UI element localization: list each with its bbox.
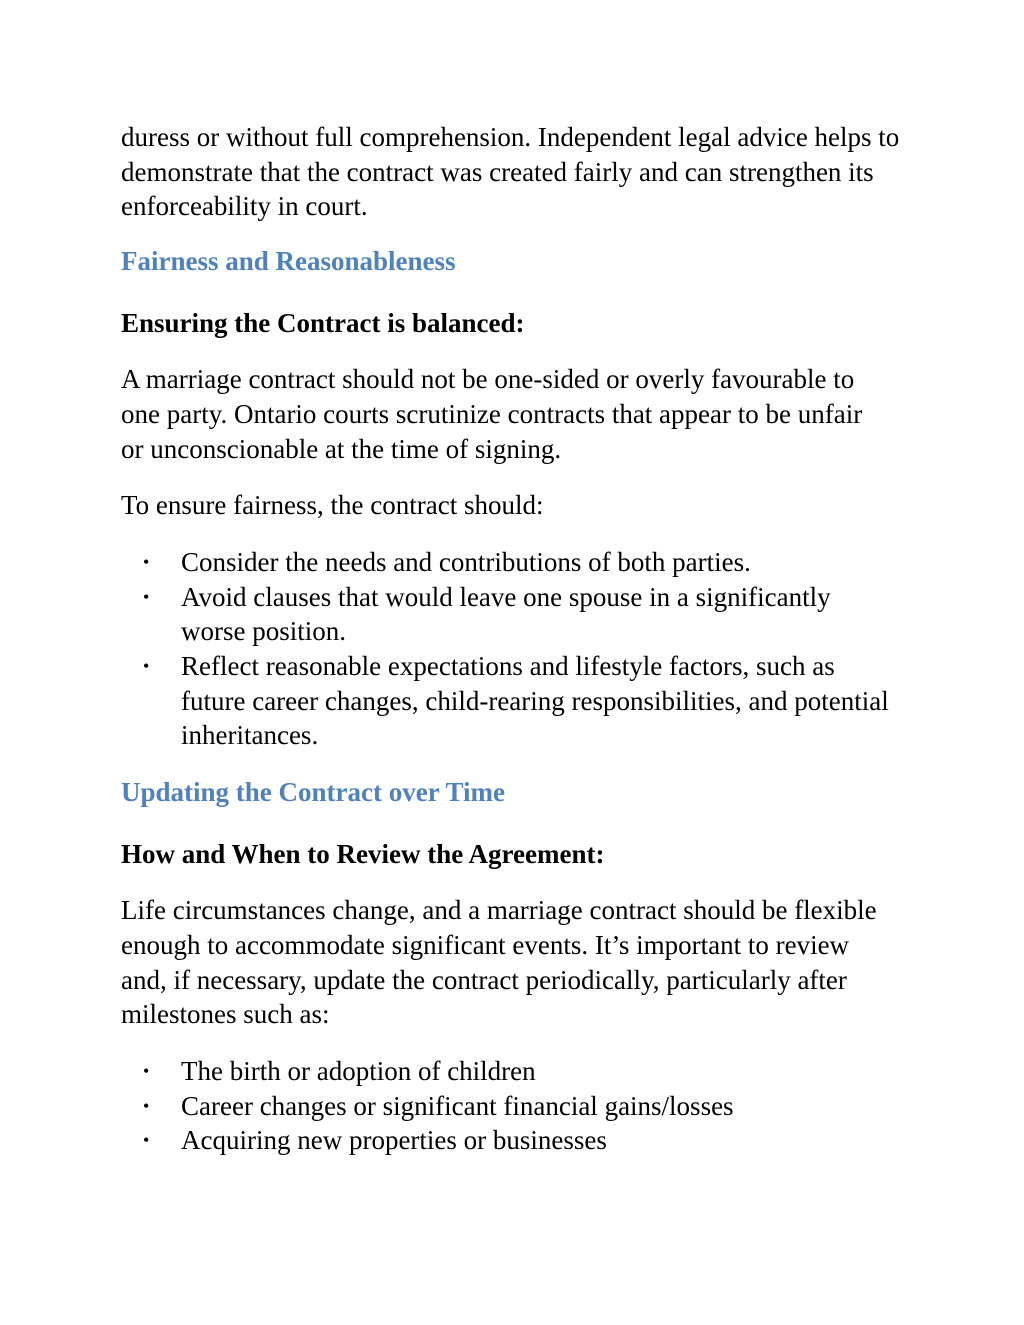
fairness-lead: To ensure fairness, the contract should: [121,490,544,521]
bullet-icon: • [143,551,150,572]
fairness-bullet-list [121,545,901,753]
list-item-text: Avoid clauses that would leave one spouse in a significantly worse position. [181,581,831,647]
bullet-icon: • [143,1130,150,1151]
intro-paragraph: duress or without full comprehension. Independent legal advice helps to demonstrate that the contract was created fairly and can strengthen its enforceability in court. [121,122,900,222]
bullet-icon: • [143,656,150,677]
subheading-review: How and When to Review the Agreement: [121,839,605,870]
list-item-text: Acquiring new properties or businesses [181,1125,607,1156]
document-page [121,120,911,1158]
list-item [121,649,901,753]
section-heading-updating: Updating the Contract over Time [121,777,505,808]
subheading-balanced: Ensuring the Contract is balanced: [121,308,525,339]
list-item [121,545,901,580]
list-item-text: The birth or adoption of children [181,1055,536,1086]
list-item-text: Consider the needs and contributions of both parties. [181,546,751,577]
list-item-text: Career changes or significant financial gains/losses [181,1090,734,1121]
list-item [121,1123,901,1158]
bullet-icon: • [143,586,150,607]
list-item [121,580,901,649]
bullet-icon: • [143,1095,150,1116]
fairness-paragraph: A marriage contract should not be one-sided or overly favourable to one party. Ontario courts scrutinize contracts that appear to be unfair or unconscionable at the time of signing. [121,364,863,464]
list-item [121,1089,901,1124]
section-heading-fairness: Fairness and Reasonableness [121,246,456,277]
list-item [121,1054,901,1089]
bullet-icon: • [143,1060,150,1081]
updating-paragraph: Life circumstances change, and a marriage contract should be flexible enough to accommodate significant events. It’s important to review and, if necessary, update the contract periodically, particularly after milestones such as: [121,895,877,1030]
milestones-bullet-list [121,1054,901,1158]
list-item-text: Reflect reasonable expectations and lifestyle factors, such as future career changes, child-rearing responsibilities, and potential inheritances. [181,651,889,751]
